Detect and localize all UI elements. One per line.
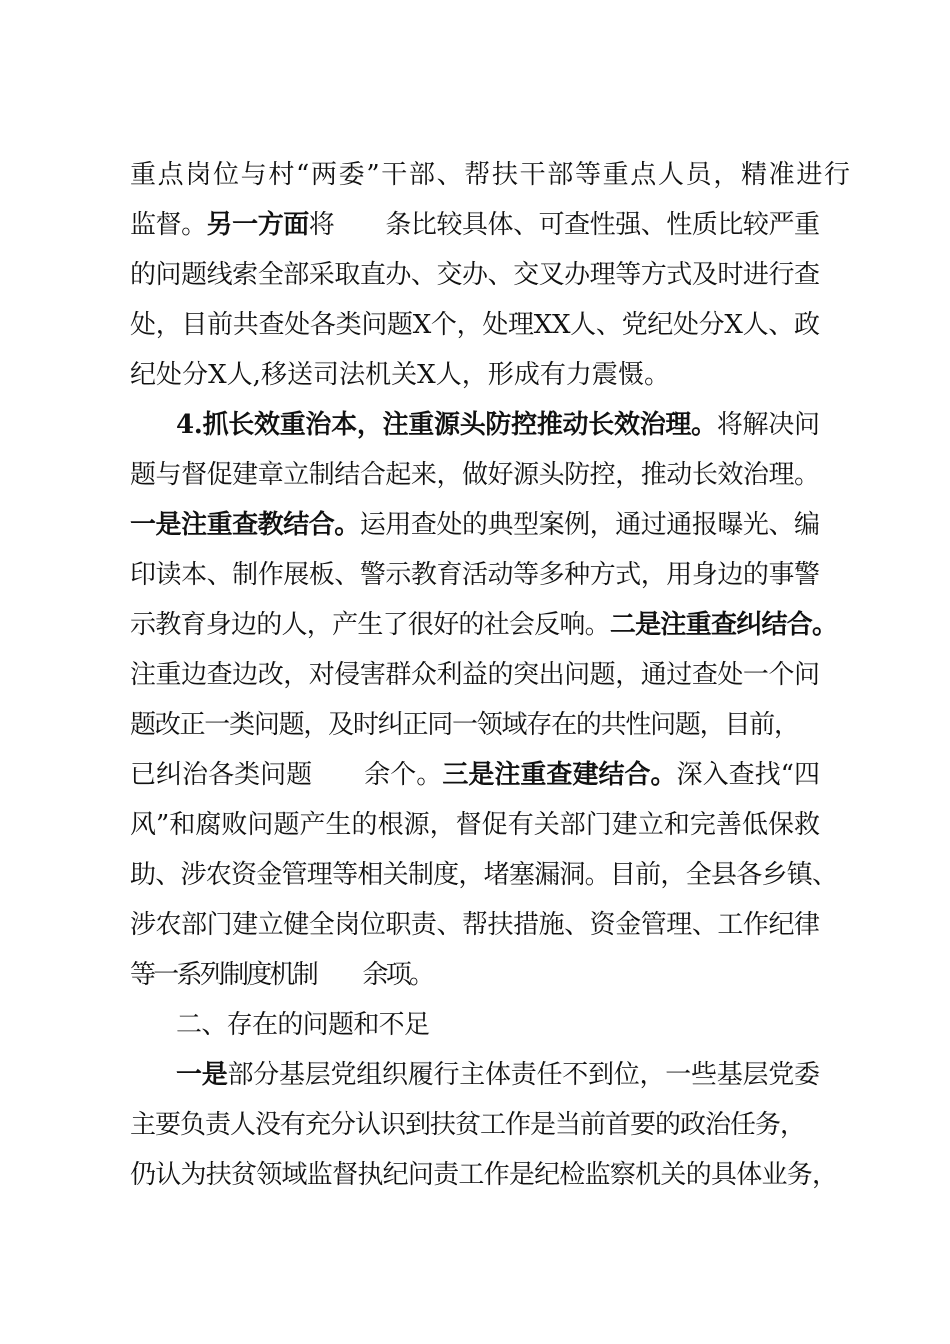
body-text: 处，目前共查处各类问题X个，处理XX人、党纪处分X人、政	[130, 310, 820, 340]
body-text: 印读本、制作展板、警示教育活动等多种方式，用身边的事警	[130, 560, 820, 590]
bold-text: 三是注重查建结合。	[442, 760, 677, 790]
text-line	[0, 1050, 950, 1100]
text-line	[0, 1100, 950, 1150]
body-text: 主要负责人没有充分认识到扶贫工作是当前首要的政治任务，	[130, 1110, 805, 1140]
text-line	[0, 650, 950, 700]
body-text: 深入查找“四	[676, 760, 820, 790]
body-text: 纪处分X人,移送司法机关X人，形成有力震慑。	[130, 360, 671, 390]
text-line	[0, 600, 950, 650]
bold-text: 二是注重查纠结合。	[609, 610, 838, 640]
body-text: 已纠治各类问题 余个。	[130, 760, 443, 790]
body-text: 注重边查边改，对侵害群众利益的突出问题，通过查处一个问	[130, 660, 820, 690]
body-text: 监督。	[130, 210, 207, 240]
body-text: 示教育身边的人，产生了很好的社会反响。	[130, 610, 610, 640]
body-text: 二、存在的问题和不足	[176, 1010, 430, 1040]
text-line	[0, 300, 950, 350]
body-text: 将解决问	[716, 410, 820, 440]
bold-text: 一是	[176, 1060, 228, 1090]
text-line	[0, 1150, 950, 1200]
body-text: 将 条比较具体、可查性强、性质比较严重	[308, 210, 820, 240]
bold-text: 一是注重查教结合。	[130, 510, 360, 540]
body-text: 题改正一类问题，及时纠正同一领域存在的共性问题，目前，	[130, 710, 799, 740]
body-text: 等一系列制度机制 余项。	[130, 960, 433, 990]
text-line	[0, 500, 950, 550]
text-line	[0, 550, 950, 600]
body-text: 仍认为扶贫领域监督执纪问责工作是纪检监察机关的具体业务，	[130, 1160, 838, 1190]
text-line	[0, 400, 950, 450]
body-text: 部分基层党组织履行主体责任不到位，一些基层党委	[227, 1060, 820, 1090]
text-line	[0, 350, 950, 400]
text-line	[0, 1000, 950, 1050]
text-line	[0, 150, 950, 200]
text-line	[0, 950, 950, 1000]
text-line	[0, 750, 950, 800]
text-line	[0, 450, 950, 500]
text-line	[0, 800, 950, 850]
text-line	[0, 200, 950, 250]
bold-text: 4.抓长效重治本，注重源头防控推动长效治理。	[176, 410, 717, 440]
body-text: 的问题线索全部采取直办、交办、交叉办理等方式及时进行查	[130, 260, 820, 290]
body-text: 风”和腐败问题产生的根源，督促有关部门建立和完善低保救	[130, 810, 821, 840]
body-text: 重点岗位与村“两委”干部、帮扶干部等重点人员，精准进行	[130, 160, 852, 190]
text-line	[0, 850, 950, 900]
bold-text: 另一方面	[206, 210, 309, 240]
text-line	[0, 700, 950, 750]
text-line	[0, 250, 950, 300]
body-text: 助、涉农资金管理等相关制度，堵塞漏洞。目前，全县各乡镇、	[130, 860, 838, 890]
text-line	[0, 900, 950, 950]
body-text: 涉农部门建立健全岗位职责、帮扶措施、资金管理、工作纪律	[130, 910, 820, 940]
body-text: 运用查处的典型案例，通过通报曝光、编	[359, 510, 820, 540]
body-text: 题与督促建章立制结合起来，做好源头防控，推动长效治理。	[130, 460, 820, 490]
